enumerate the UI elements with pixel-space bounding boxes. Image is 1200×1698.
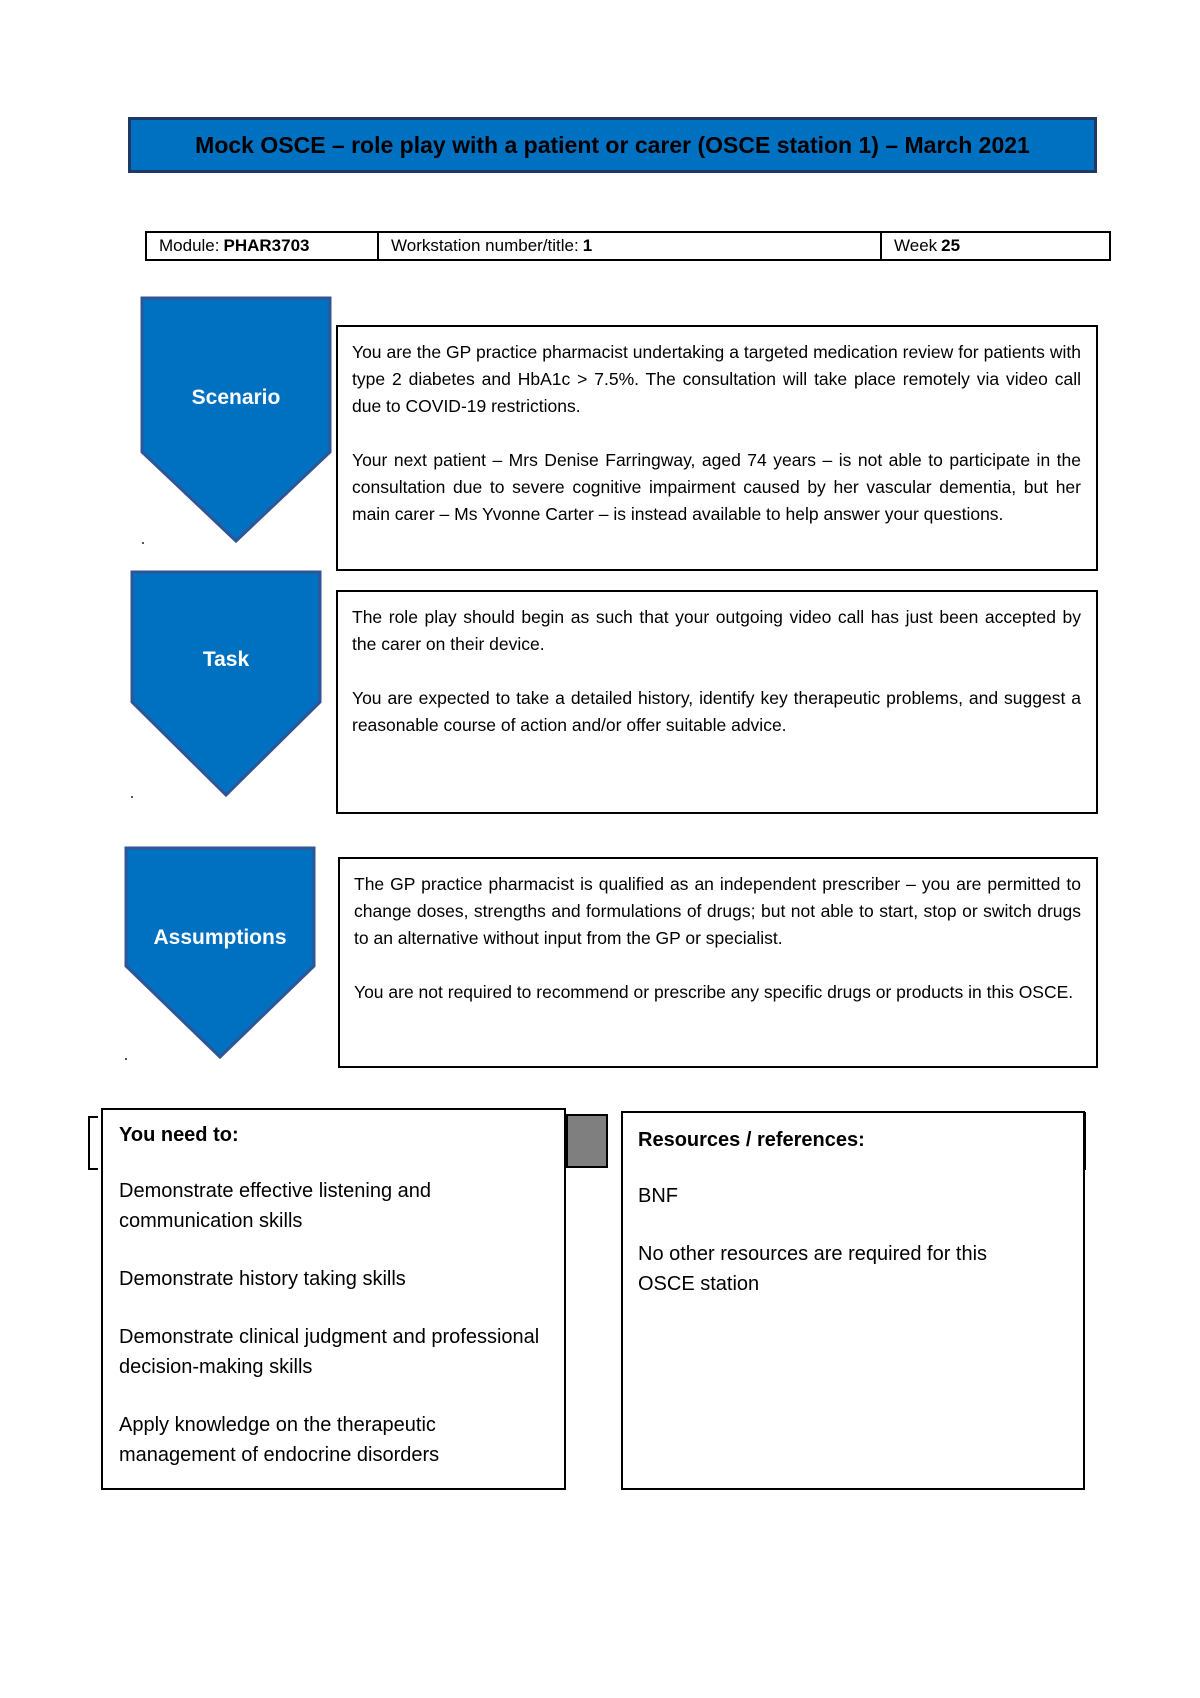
assumptions-chevron	[124, 846, 316, 1060]
need-to-heading: You need to:	[119, 1124, 239, 1146]
workstation-value: 1	[582, 236, 593, 255]
resources-item: BNF	[638, 1185, 678, 1207]
anchor-dot	[125, 1058, 127, 1060]
need-to-item: Apply knowledge on the therapeutic management of endocrine disorders	[119, 1414, 440, 1466]
task-paragraph-2: You are expected to take a detailed history, identify key therapeutic problems, and suggest a reasonable course of action and/or offer suitable advice.	[352, 688, 1081, 735]
scenario-box	[336, 325, 1098, 571]
resources-heading: Resources / references:	[638, 1129, 865, 1151]
need-to-item: Demonstrate effective listening and communication skills	[119, 1180, 432, 1232]
need-to-item: Demonstrate clinical judgment and professional decision-making skills	[119, 1326, 540, 1378]
title-banner	[128, 117, 1097, 173]
workstation-label: Workstation number/title:	[391, 236, 579, 255]
assumptions-box	[338, 857, 1098, 1068]
info-row	[145, 231, 1111, 261]
task-chevron	[130, 570, 322, 798]
scenario-chevron	[140, 296, 332, 544]
frame-middle-block	[566, 1114, 608, 1168]
assumptions-paragraph-1: The GP practice pharmacist is qualified as an independent prescriber – you are permitted to change doses, strengths and formulations of drugs; but not able to start, stop or switch drugs to an alternative without input from the GP or specialist.	[354, 874, 1081, 948]
anchor-dot	[131, 796, 133, 798]
task-box	[336, 590, 1098, 814]
assumptions-paragraph-2: You are not required to recommend or prescribe any specific drugs or products in this OSCE.	[354, 982, 1074, 1002]
resources-item: No other resources are required for this OSCE station	[638, 1243, 988, 1295]
workstation-cell	[377, 233, 880, 259]
week-label: Week	[894, 236, 938, 255]
page-title: Mock OSCE – role play with a patient or carer (OSCE station 1) – March 2021	[195, 131, 1030, 158]
need-to-box	[101, 1108, 566, 1490]
frame-left-edge	[88, 1116, 98, 1170]
task-label: Task	[202, 648, 250, 671]
anchor-dot	[142, 542, 144, 544]
scenario-label: Scenario	[191, 386, 281, 409]
scenario-paragraph-1: You are the GP practice pharmacist undertaking a targeted medication review for patients with type 2 diabetes and HbA1c > 7.5%. The consultation will take place remotely via video call due to COVID-19 restrictions.	[352, 342, 1081, 416]
scenario-paragraph-2: Your next patient – Mrs Denise Farringway, aged 74 years – is not able to participate in the consultation due to severe cognitive impairment caused by her vascular dementia, but her main carer – Ms Yvonne Carter – is instead available to help answer your questions.	[352, 450, 1081, 524]
week-cell	[880, 233, 1109, 259]
task-paragraph-1: The role play should begin as such that your outgoing video call has just been accepted by the carer on their device.	[352, 607, 1081, 654]
need-to-item: Demonstrate history taking skills	[119, 1268, 406, 1290]
assumptions-label: Assumptions	[153, 926, 287, 949]
week-value: 25	[941, 236, 961, 255]
module-label: Module:	[159, 236, 220, 255]
module-value: PHAR3703	[223, 236, 310, 255]
resources-box	[621, 1111, 1085, 1490]
module-cell	[147, 233, 377, 259]
